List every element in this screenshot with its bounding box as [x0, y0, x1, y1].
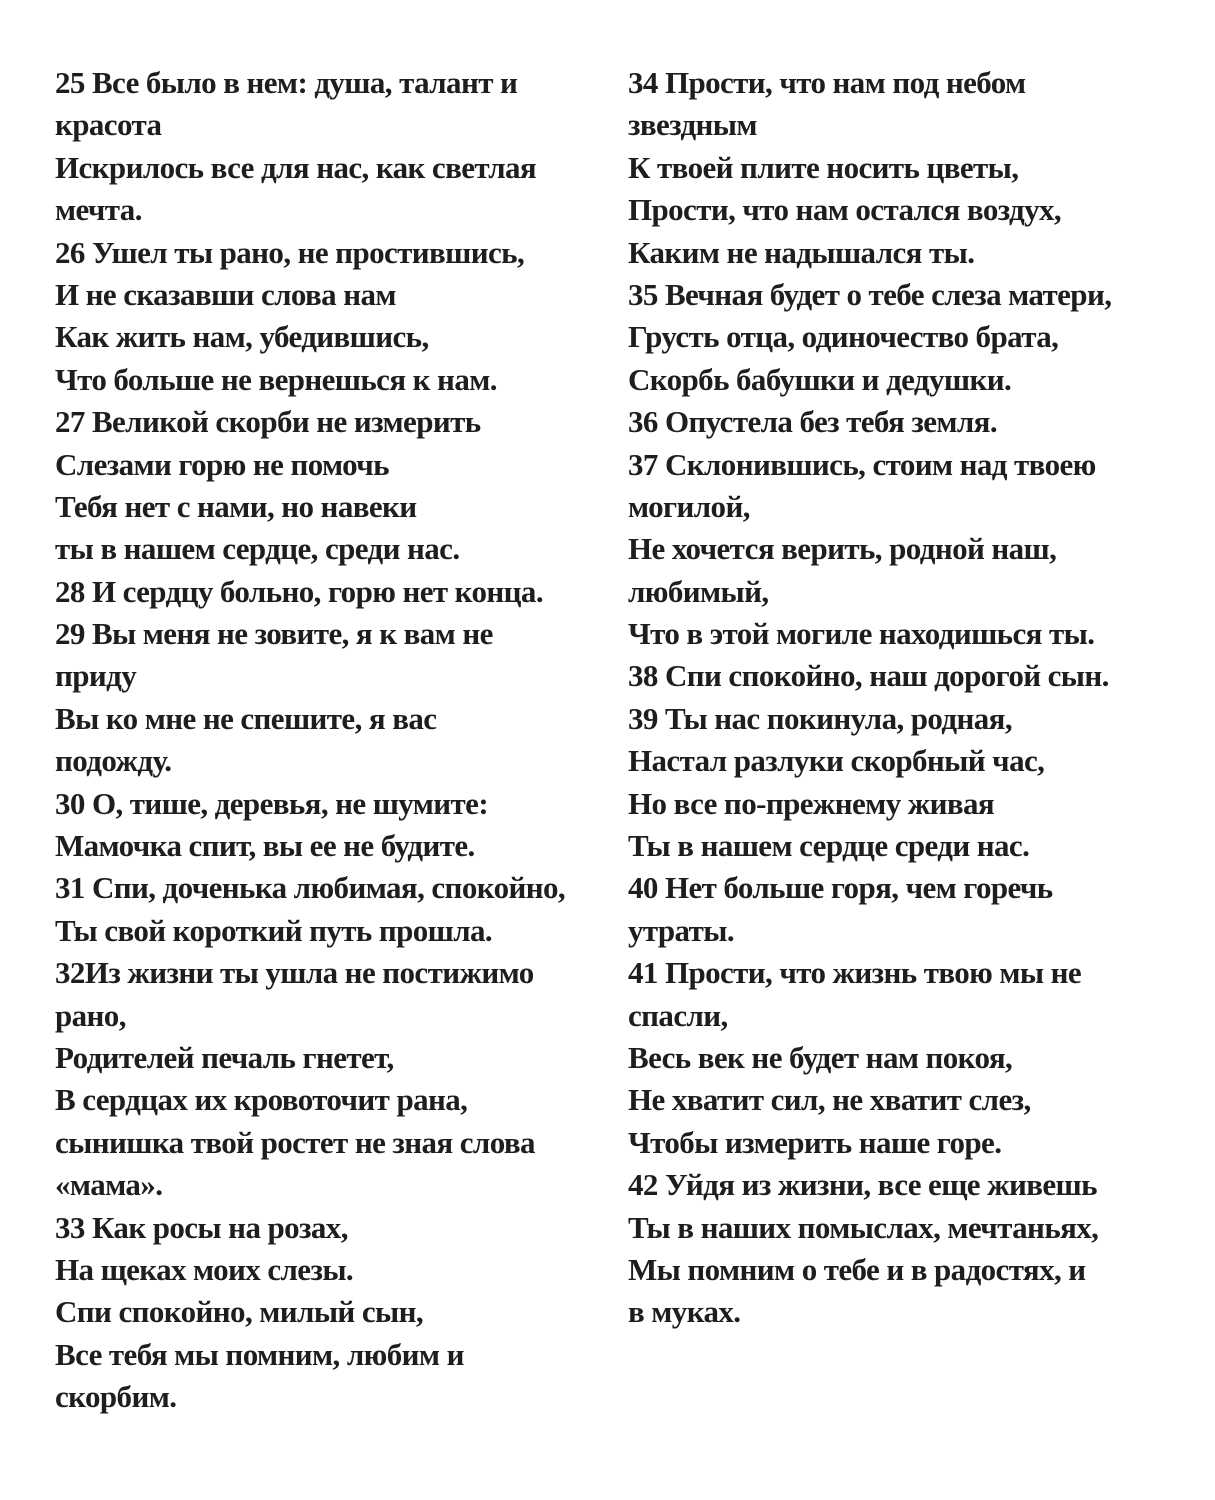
poem-line: мечта.	[55, 192, 142, 228]
poem-line: сынишка твой ростет не зная слова	[55, 1124, 535, 1160]
poem-line: 35 Вечная будет о тебе слеза матери,	[628, 276, 1112, 312]
poem-line: Спи спокойно, милый сын,	[55, 1294, 424, 1330]
poem-line: Слезами горю не помочь	[55, 446, 389, 482]
poem-line: В сердцах их кровоточит рана,	[55, 1082, 468, 1118]
poem-line: 32Из жизни ты ушла не постижимо	[55, 955, 534, 991]
poem-line: любимый,	[628, 573, 769, 609]
poem-line: 36 Опустела без тебя земля.	[628, 404, 997, 440]
poem-line: утраты.	[628, 912, 735, 948]
poem-line: И не сказавши слова нам	[55, 276, 396, 312]
poem-line: Что в этой могиле находишься ты.	[628, 616, 1095, 652]
poem-line: 31 Спи, доченька любимая, спокойно,	[55, 870, 566, 906]
poem-line: 38 Спи спокойно, наш дорогой сын.	[628, 658, 1109, 694]
poem-line: 26 Ушел ты рано, не простившись,	[55, 234, 525, 270]
poem-line: Искрилось все для нас, как светлая	[55, 149, 537, 185]
poem-line: скорбим.	[55, 1379, 177, 1415]
poem-line: Все тебя мы помним, любим и	[55, 1336, 464, 1372]
poem-line: Не хочется верить, родной наш,	[628, 531, 1057, 567]
poem-line: 41 Прости, что жизнь твою мы не	[628, 955, 1082, 991]
poem-line: Ты в нашем сердце среди нас.	[628, 828, 1030, 864]
poem-line: Но все по-прежнему живая	[628, 785, 995, 821]
poem-line: Скорбь бабушки и дедушки.	[628, 361, 1012, 397]
poem-line: красота	[55, 107, 162, 143]
poem-line: рано,	[55, 997, 126, 1033]
poem-line: 29 Вы меня не зовите, я к вам не	[55, 616, 493, 652]
poem-line: Не хватит сил, не хватит слез,	[628, 1082, 1031, 1118]
poem-line: Тебя нет с нами, но навеки	[55, 488, 417, 524]
poem-line: Как жить нам, убедившись,	[55, 319, 429, 355]
poem-line: 34 Прости, что нам под небом	[628, 65, 1026, 100]
right-column	[628, 62, 1188, 1334]
poem-line: Весь век не будет нам покоя,	[628, 1039, 1013, 1075]
poem-line: 30 О, тише, деревья, не шумите:	[55, 785, 489, 821]
poem-line: «мама».	[55, 1167, 163, 1203]
poem-line: 33 Как росы на розах,	[55, 1209, 348, 1245]
poem-line: Что больше не вернешься к нам.	[55, 361, 497, 397]
poem-line: 27 Великой скорби не измерить	[55, 404, 481, 440]
poem-line: спасли,	[628, 997, 728, 1033]
poem-line: 28 И сердцу больно, горю нет конца.	[55, 573, 543, 609]
poem-line: На щеках моих слезы.	[55, 1251, 354, 1287]
poem-line: 42 Уйдя из жизни, все еще живешь	[628, 1167, 1097, 1203]
poem-line: Ты свой короткий путь прошла.	[55, 912, 493, 948]
poem-line: Родителей печаль гнетет,	[55, 1039, 394, 1075]
poem-line: Чтобы измерить наше горе.	[628, 1124, 1002, 1160]
poem-line: К твоей плите носить цветы,	[628, 149, 1019, 185]
poem-line: приду	[55, 658, 137, 694]
poem-line: Настал разлуки скорбный час,	[628, 743, 1045, 779]
poem-line: в муках.	[628, 1294, 741, 1330]
poem-line: Мамочка спит, вы ее не будите.	[55, 828, 475, 864]
poem-line: 25 Все было в нем: душа, талант и	[55, 65, 518, 100]
poem-line: ты в нашем сердце, среди нас.	[55, 531, 460, 567]
left-column	[55, 62, 605, 1419]
poem-line: подожду.	[55, 743, 172, 779]
poem-line: Грусть отца, одиночество брата,	[628, 319, 1059, 355]
poem-line: Прости, что нам остался воздух,	[628, 192, 1062, 228]
poem-line: 37 Склонившись, стоим над твоею	[628, 446, 1096, 482]
poem-line: Мы помним о тебе и в радостях, и	[628, 1251, 1086, 1287]
poem-line: Вы ко мне не спешите, я вас	[55, 700, 437, 736]
poem-line: звездным	[628, 107, 757, 143]
poem-line: 40 Нет больше горя, чем горечь	[628, 870, 1053, 906]
poem-line: Ты в наших помыслах, мечтаньях,	[628, 1209, 1099, 1245]
poem-line: могилой,	[628, 488, 750, 524]
poem-line: Каким не надышался ты.	[628, 234, 975, 270]
poem-line: 39 Ты нас покинула, родная,	[628, 700, 1012, 736]
